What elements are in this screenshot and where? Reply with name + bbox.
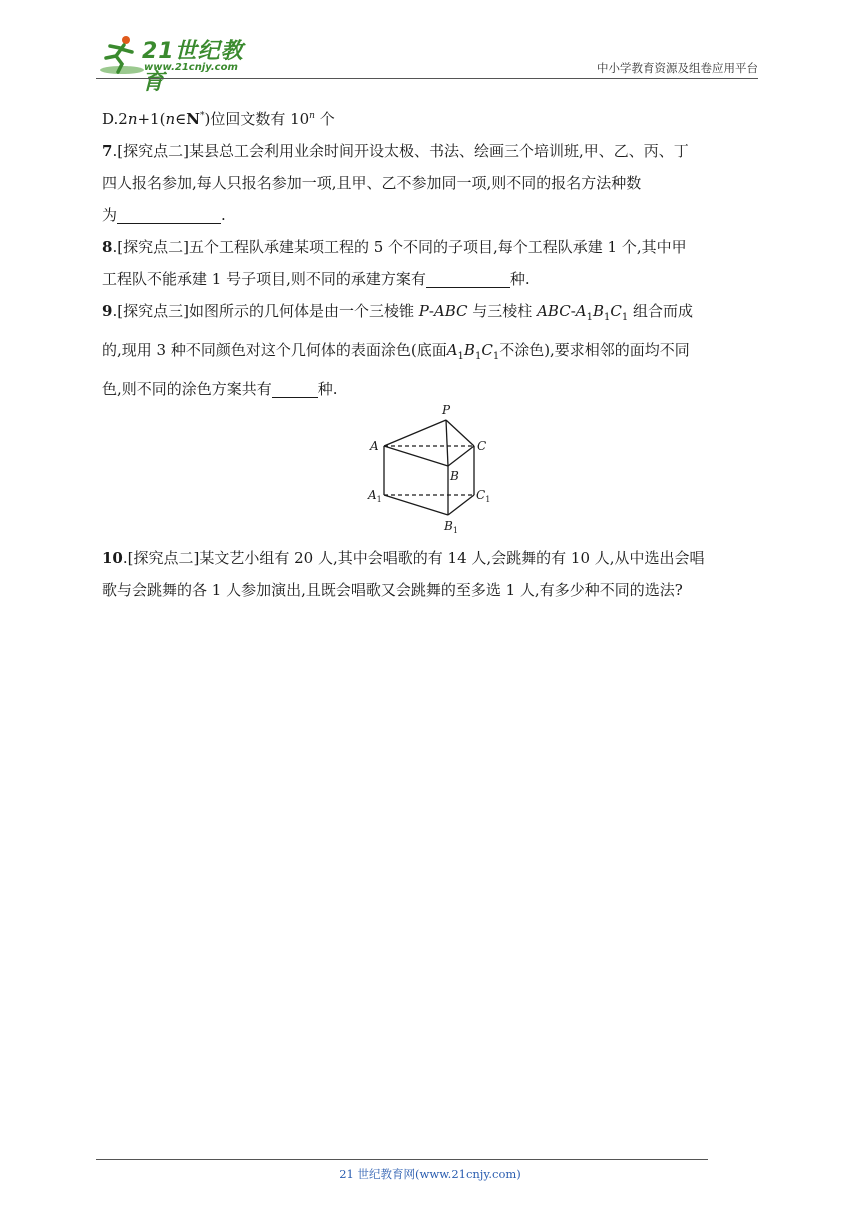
label-a1: $A_1$ [368,488,382,504]
label-a: A [370,439,379,453]
footer-divider [96,1159,708,1160]
question-9: 9.[探究点三]如图所示的几何体是由一个三棱锥 P-ABC 与三棱柱 ABC-$A_1B_1C_1$ 组合而成 [102,302,694,323]
label-c1: $C_1$ [476,488,491,504]
logo-url: www.21cnjy.com [144,62,238,73]
answer-blank [426,267,510,288]
label-b1: $B_1$ [444,519,458,535]
question-10: 10.[探究点二]某文艺小组有 20 人,其中会唱歌的有 14 人,会跳舞的有 10 人,从中选出会唱 [102,549,705,567]
site-logo [96,34,266,95]
question-10-block: 10.[探究点二]某文艺小组有 20 人,其中会唱歌的有 14 人,会跳舞的有 10 人,从中选出会唱 歌与会跳舞的各 1 人参加演出,且既会唱歌又会跳舞的至多选 1 人,有多少种不同的选法? [102,542,774,606]
question-content: D.2n+1(n∈N*)位回文数有 10$^n$ 个 7.[探究点二]某县总工会利用业余时间开设太极、书法、绘画三个培训班,甲、乙、丙、丁 四人报名参加,每人只报名参加一项,且甲、乙不参加同一项,则不同的报名方法种数 为 . 8.[探究点二]五个工程队承建某项工程的 5 个不同的子项目,每个工程队承建 1 个,其中甲 工程队不能承建 1 号子项目,则不同的承建方案有 种. 9.[探究点三]如图所示的几何体是由一个三棱锥 P-ABC 与三棱柱 ABC-$A_1B_1C_1$ 组合而成 的,现用 3 种不同颜色对这个几何体的表面涂色(底面$A_1B_1C_1$不涂色),要求相邻的面均不同 色,则不同的涂色方案共有 种. [102,100,774,405]
answer-blank [272,377,318,398]
page-header [96,30,758,95]
logo-text: 21世纪教育 [142,39,244,95]
label-c: C [477,439,487,453]
label-p: P [442,403,451,417]
page-footer: 21 世纪教育网(www.21cnjy.com) [339,1167,521,1181]
option-d: D.2n+1(n∈N*)位回文数有 10$^n$ 个 [102,110,335,128]
header-divider [96,78,758,79]
platform-name: 中小学教育资源及组卷应用平台 [597,61,758,75]
label-b: B [450,469,459,483]
runner-icon [96,34,144,76]
answer-blank [117,203,221,224]
geometry-figure [362,400,502,535]
question-8: 8.[探究点二]五个工程队承建某项工程的 5 个不同的子项目,每个工程队承建 1 个,其中甲 [102,238,687,256]
question-7: 7.[探究点二]某县总工会利用业余时间开设太极、书法、绘画三个培训班,甲、乙、丙、丁 [102,142,689,160]
